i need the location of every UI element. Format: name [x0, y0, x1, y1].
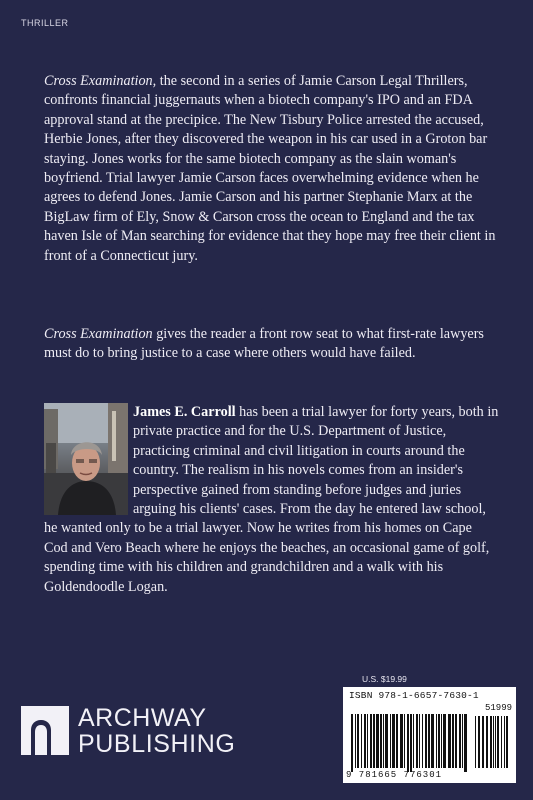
author-bio: [44, 403, 499, 597]
publisher-logo: [21, 706, 251, 758]
barcode-digits: 9 781665 776301: [346, 770, 443, 780]
tagline-paragraph: [44, 325, 496, 364]
barcode-bars: [349, 702, 511, 772]
author-name: James E. Carroll: [133, 404, 236, 420]
publisher-name: [78, 705, 235, 757]
price-label: U.S. $19.99: [362, 674, 407, 684]
book-title-italic-2: Cross Examination: [44, 326, 153, 342]
book-title-italic: Cross Examination,: [44, 73, 157, 89]
author-photo: [44, 403, 128, 515]
barcode-addon-number: 51999: [485, 703, 513, 713]
genre-label: THRILLER: [21, 18, 69, 28]
tagline-text: gives the reader a front row seat to what first-rate lawyers must do to bring justice to a case where others would have failed.: [44, 326, 484, 362]
publisher-line1: ARCHWAY: [78, 704, 207, 732]
isbn-barcode: [343, 687, 516, 783]
bio-text: has been a trial lawyer for forty years, both in private practice and for the U.S. Department of Justice, practicing criminal and civil litigation in courts around the country. The realism in his novels comes from an insider's perspective gained from standing before judges and juries arguing his clients' cases. From the day he entered law school, he wanted only to be a trial lawyer. Now he writes from his homes on Cape Cod and Vero Beach where he enjoys the beaches, an occasional game of golf, spending time with his children and grandchildren and a walk with his Goldendoodle Logan.: [44, 404, 499, 595]
synopsis-paragraph: [44, 72, 496, 266]
synopsis-text: the second in a series of Jamie Carson Legal Thrillers, confronts financial juggernauts when a biotech company's IPO and an FDA approval stand at the precipice. The New Tisbury Police arrested the accused, Herbie Jones, after they discovered the weapon in his car used in a Groton bar staying. Jones works for the same biotech company as the slain woman's boyfriend. Trial lawyer Jamie Carson faces overwhelming evidence when he agrees to defend Jones. Jamie Carson and his partner Stephanie Marx at the BigLaw firm of Ely, Snow & Carson cross the ocean to England and the tax haven Isle of Man searching for evidence that they hope may free their client in front of a Connecticut jury.: [44, 73, 496, 264]
isbn-number: ISBN 978-1-6657-7630-1: [349, 690, 479, 701]
publisher-line2: PUBLISHING: [78, 730, 236, 758]
archway-arch-icon: [21, 706, 69, 755]
